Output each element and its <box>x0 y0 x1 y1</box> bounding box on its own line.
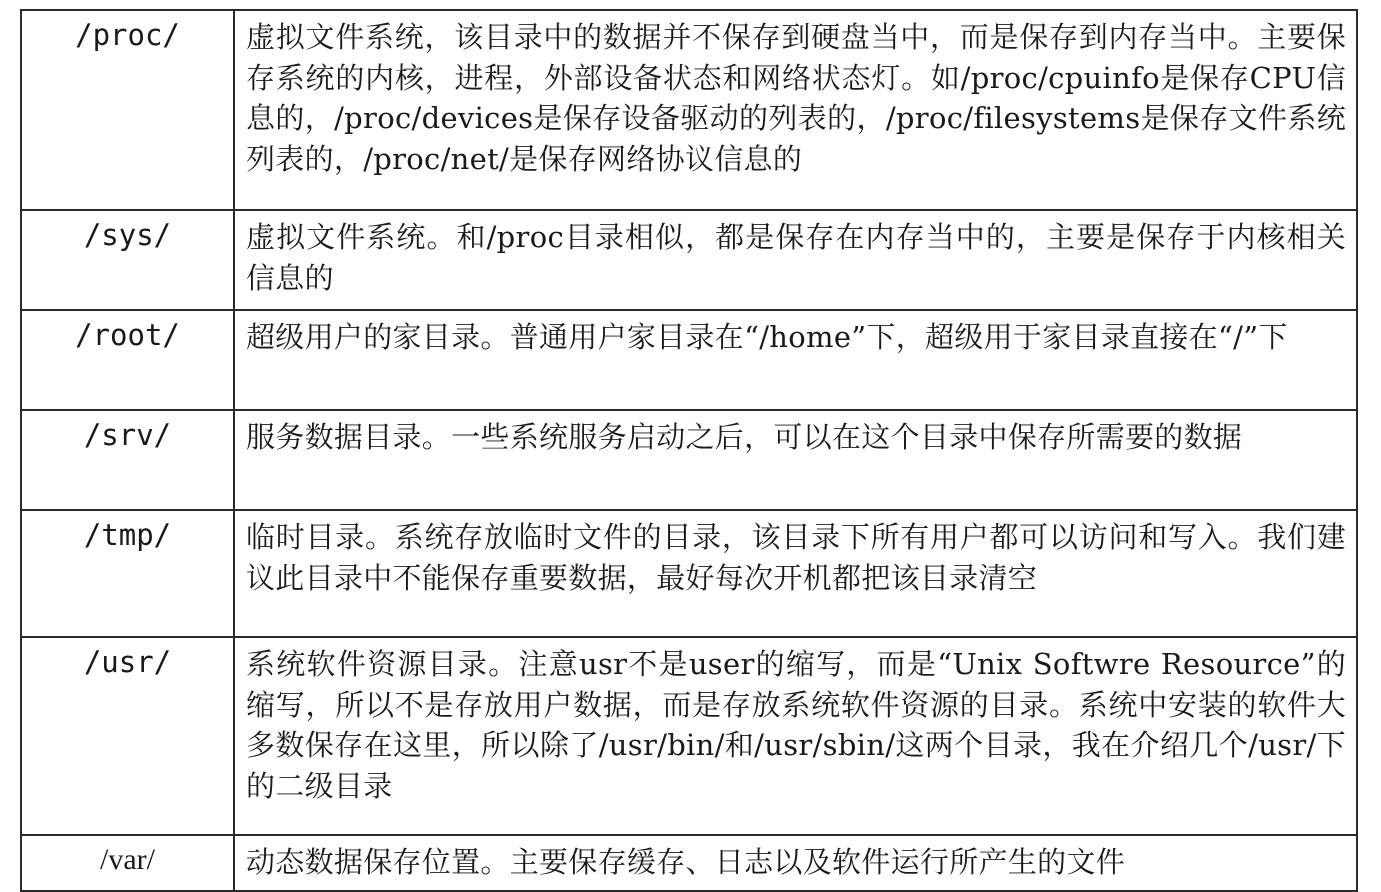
path-cell: /tmp/ <box>21 510 234 637</box>
table-row <box>21 210 1357 310</box>
table-body <box>21 10 1357 891</box>
description-cell: 虚拟文件系统，该目录中的数据并不保存到硬盘当中，而是保存到内存当中。主要保存系统的内核，进程，外部设备状态和网络状态灯。如/proc/cpuinfo是保存CPU信息的，/proc/devices是保存设备驱动的列表的，/proc/filesystems是保存文件系统列表的，/proc/net/是保存网络协议信息的 <box>234 10 1357 210</box>
table-row <box>21 637 1357 835</box>
path-cell: /root/ <box>21 310 234 410</box>
table-row <box>21 510 1357 637</box>
description-cell: 系统软件资源目录。注意usr不是user的缩写，而是“Unix Softwre Resource”的缩写，所以不是存放用户数据，而是存放系统软件资源的目录。系统中安装的软件大多数保存在这里，所以除了/usr/bin/和/usr/sbin/这两个目录，我在介绍几个/usr/下的二级目录 <box>234 637 1357 835</box>
table-row <box>21 10 1357 210</box>
path-cell: /srv/ <box>21 410 234 510</box>
table-row <box>21 835 1357 891</box>
table-row <box>21 410 1357 510</box>
path-cell: /usr/ <box>21 637 234 835</box>
description-cell: 虚拟文件系统。和/proc目录相似，都是保存在内存当中的，主要是保存于内核相关信息的 <box>234 210 1357 310</box>
description-cell: 临时目录。系统存放临时文件的目录，该目录下所有用户都可以访问和写入。我们建议此目录中不能保存重要数据，最好每次开机都把该目录清空 <box>234 510 1357 637</box>
description-cell: 服务数据目录。一些系统服务启动之后，可以在这个目录中保存所需要的数据 <box>234 410 1357 510</box>
directory-table <box>20 9 1358 892</box>
path-cell: /var/ <box>21 835 234 891</box>
path-cell: /sys/ <box>21 210 234 310</box>
path-cell: /proc/ <box>21 10 234 210</box>
description-cell: 超级用户的家目录。普通用户家目录在“/home”下，超级用于家目录直接在“/”下 <box>234 310 1357 410</box>
description-cell: 动态数据保存位置。主要保存缓存、日志以及软件运行所产生的文件 <box>234 835 1357 891</box>
table-row <box>21 310 1357 410</box>
